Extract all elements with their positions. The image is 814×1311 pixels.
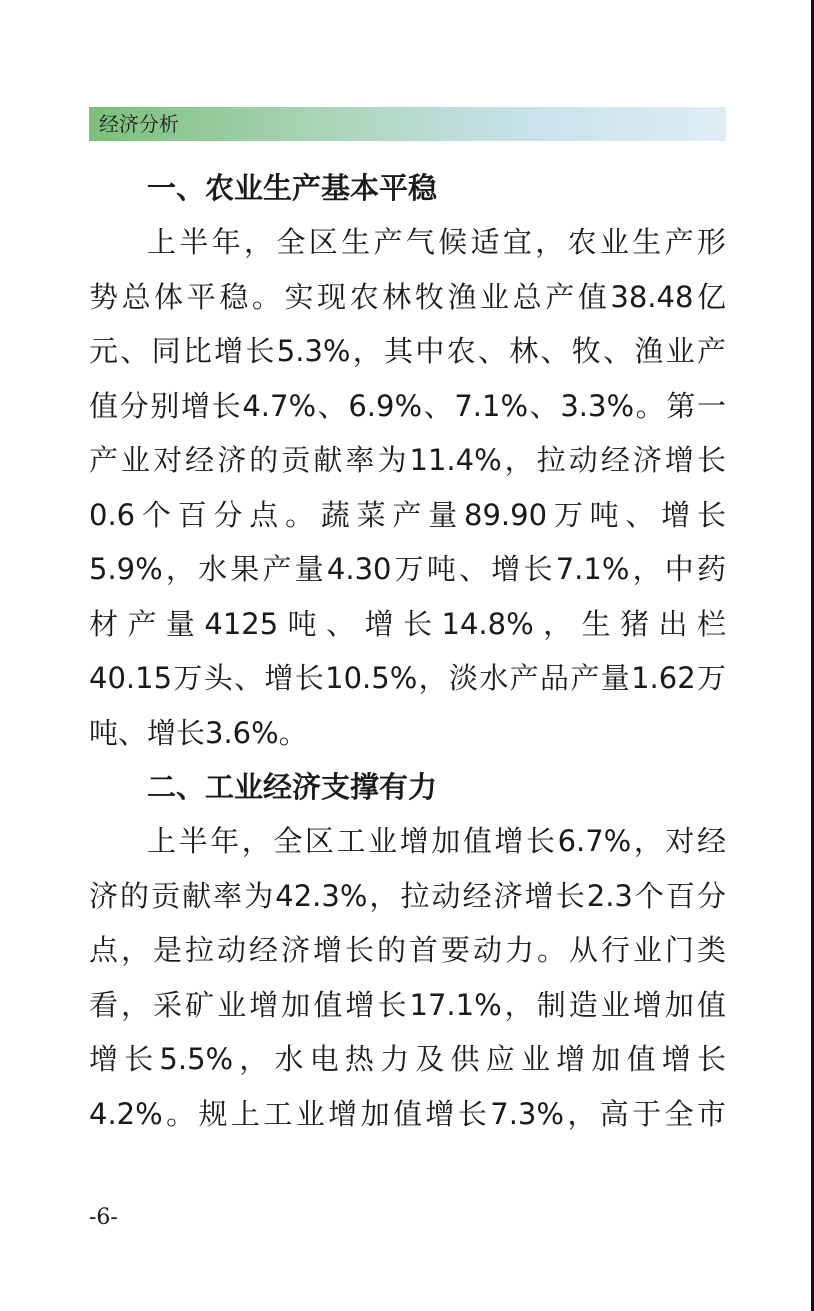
paragraph-line: 看，采矿业增加值增长17.1%，制造业增加值 (89, 987, 726, 1022)
paragraph-line: 元、同比增长5.3%，其中农、林、牧、渔业产 (89, 334, 726, 368)
paragraph-line: 势总体平稳。实现农林牧渔业总产值38.48亿 (89, 279, 726, 314)
section-heading: 二、工业经济支撑有力 (147, 770, 438, 804)
section-heading: 一、农业生产基本平稳 (147, 171, 438, 205)
paragraph-line: 40.15万头、增长10.5%，淡水产品产量1.62万 (89, 661, 726, 695)
section-header-bar (89, 107, 726, 141)
paragraph-line: 值分别增长4.7%、6.9%、7.1%、3.3%。第一 (89, 388, 726, 423)
paragraph-line: 5.9%，水果产量4.30万吨、增长7.1%，中药 (89, 552, 726, 586)
paragraph-line: 吨、增长3.6%。 (89, 715, 308, 750)
paragraph-line: 济的贡献率为42.3%，拉动经济增长2.3个百分 (89, 878, 726, 913)
paragraph-line: 材产量4125吨、增长14.8%，生猪出栏 (89, 606, 726, 641)
page-number: -6- (89, 1205, 118, 1230)
paragraph-line: 0.6个百分点。蔬菜产量89.90万吨、增长 (89, 497, 726, 532)
paragraph-line: 产业对经济的贡献率为11.4%，拉动经济增长 (89, 443, 726, 477)
section-header-label: 经济分析 (99, 112, 179, 136)
paragraph-line: 上半年，全区工业增加值增长6.7%，对经 (147, 824, 726, 858)
paragraph-line: 上半年，全区生产气候适宜，农业生产形 (147, 225, 726, 259)
document-body (89, 168, 726, 1148)
paragraph-line: 增长5.5%，水电热力及供应业增加值增长 (89, 1042, 726, 1076)
paragraph-line: 点，是拉动经济增长的首要动力。从行业门类 (89, 933, 726, 967)
paragraph-line: 4.2%。规上工业增加值增长7.3%，高于全市 (89, 1096, 726, 1131)
